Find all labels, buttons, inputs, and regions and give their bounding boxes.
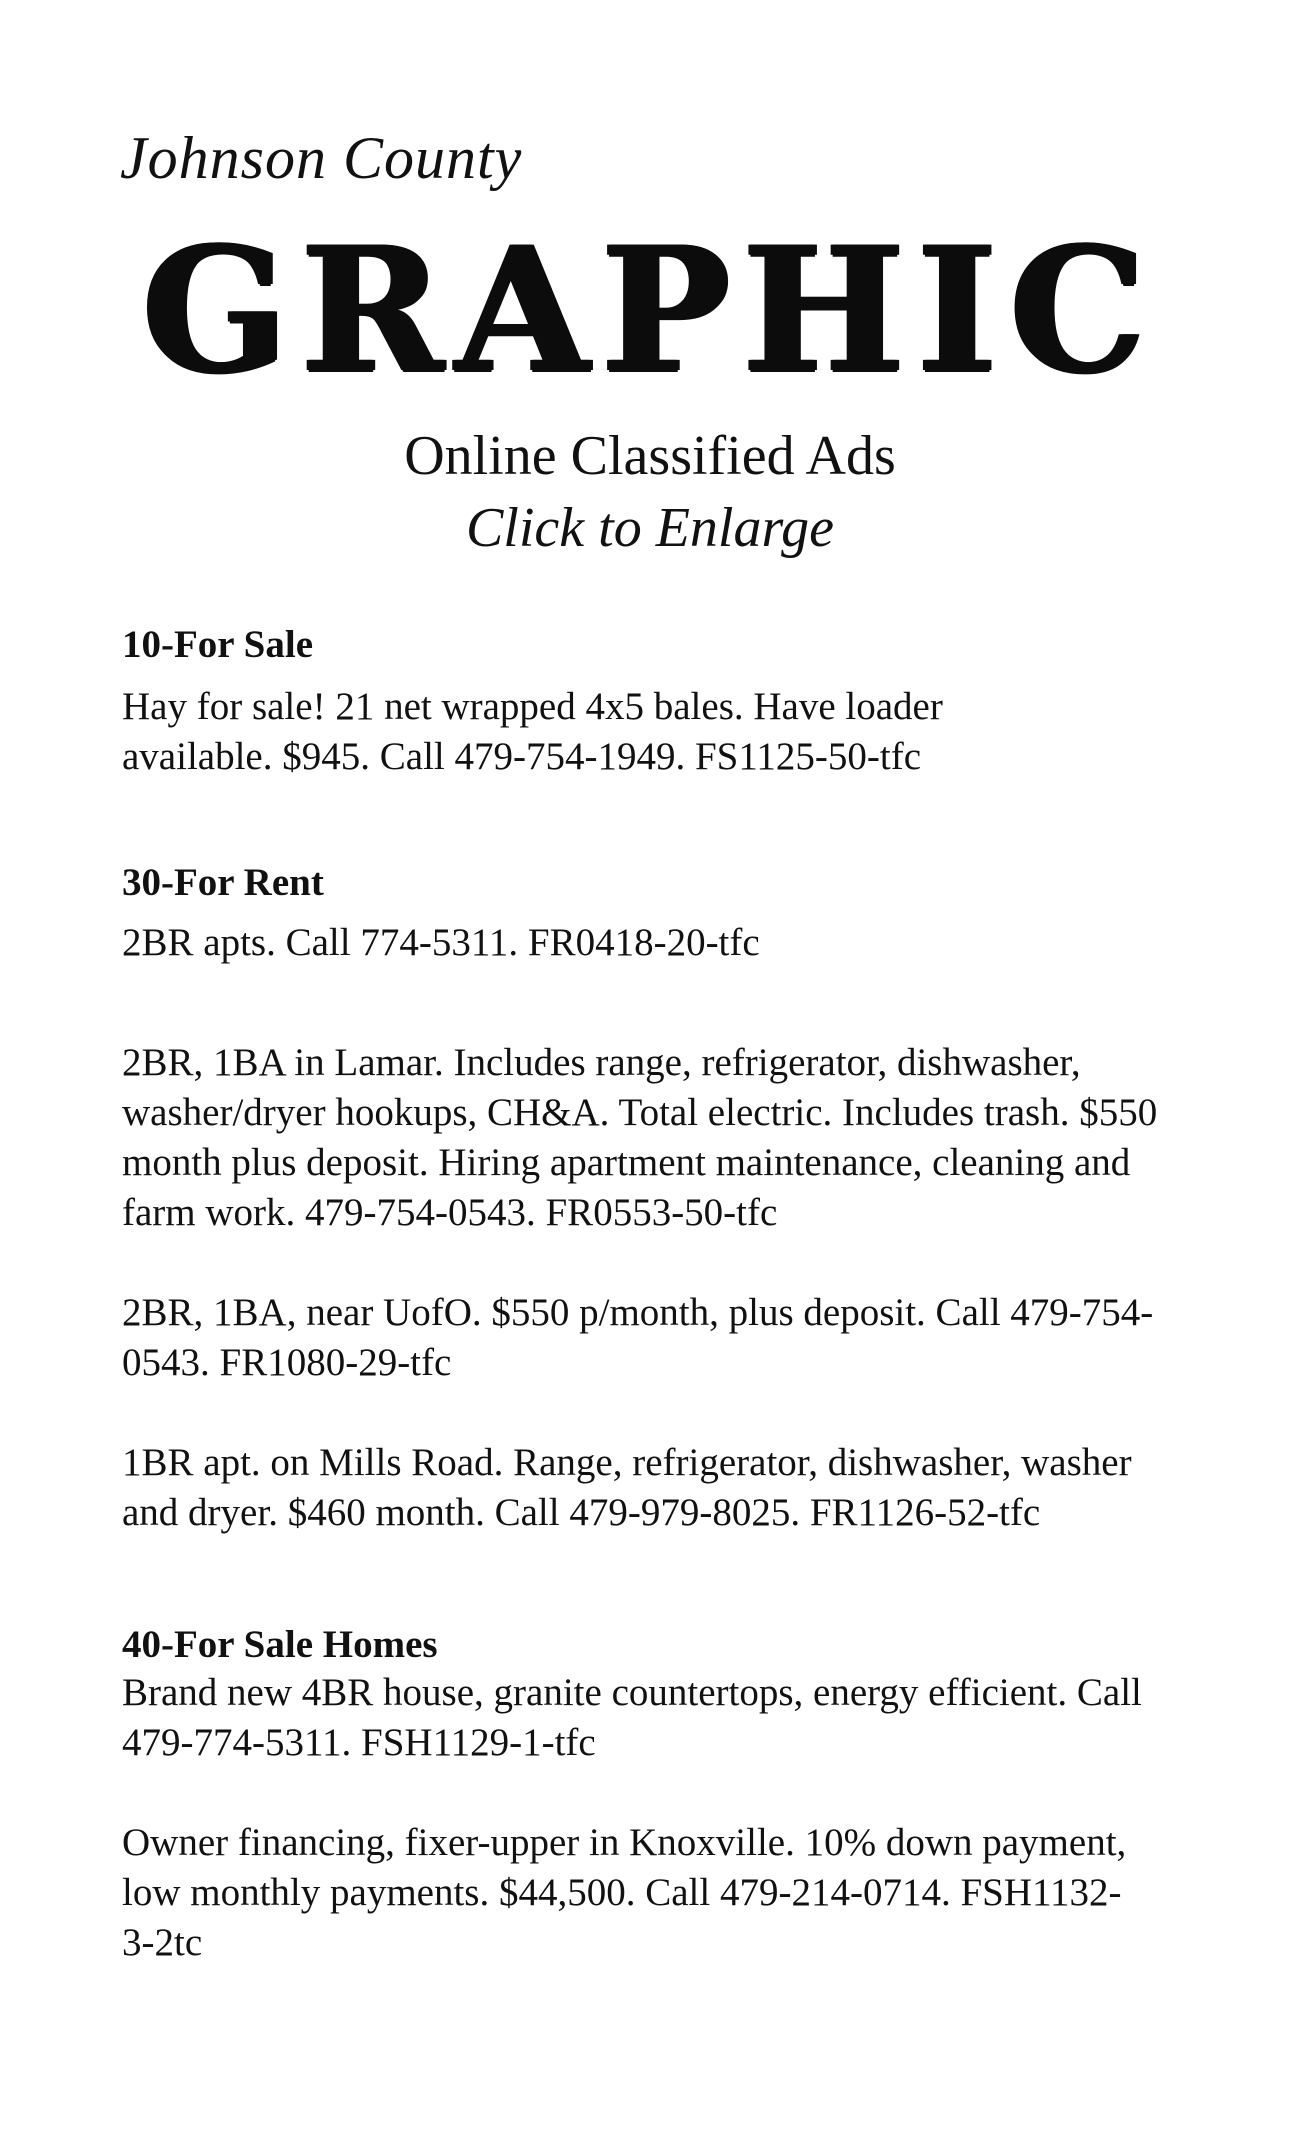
section-for-sale-homes	[122, 1620, 1202, 1964]
section-title: 40-For Sale Homes	[122, 1623, 438, 1666]
ad-item: 2BR apts. Call 774-5311. FR0418-20-tfc	[122, 921, 760, 964]
masthead-county: Johnson County	[120, 125, 523, 191]
section-for-rent	[122, 858, 1202, 1534]
section-title: 10-For Sale	[122, 623, 314, 666]
masthead-title: GRAPHIC	[141, 208, 1159, 411]
section-title: 30-For Rent	[122, 861, 324, 904]
ad-item: Brand new 4BR house, granite countertops, energy efficient. Call 479-774-5311. FSH1129-1-tfc	[122, 1671, 1142, 1764]
section-for-sale	[122, 620, 1202, 782]
subtitle-text: Online Classified Ads	[404, 425, 896, 487]
click-to-enlarge-link[interactable]: Click to Enlarge	[465, 497, 835, 559]
ad-item: 2BR, 1BA, near UofO. $550 p/month, plus deposit. Call 479-754-0543. FR1080-29-tfc	[122, 1291, 1154, 1384]
ad-item: 1BR apt. on Mills Road. Range, refrigerator, dishwasher, washer and dryer. $460 month. Call 479-979-8025. FR1126-52-tfc	[122, 1441, 1132, 1534]
ad-item: Hay for sale! 21 net wrapped 4x5 bales. Have loader available. $945. Call 479-754-1949. FS1125-50-tfc	[122, 685, 943, 778]
subtitle-block	[0, 420, 1300, 564]
ad-item: 2BR, 1BA in Lamar. Includes range, refrigerator, dishwasher, washer/dryer hookups, CH&A. Total electric. Includes trash. $550 month plus deposit. Hiring apartment maintenance, cleaning and farm work. 479-754-0543. FR0553-50-tfc	[122, 1041, 1158, 1234]
ad-item: Owner financing, fixer-upper in Knoxville. 10% down payment, low monthly payments. $44,500. Call 479-214-0714. FSH1132-3-2tc	[122, 1821, 1127, 1964]
